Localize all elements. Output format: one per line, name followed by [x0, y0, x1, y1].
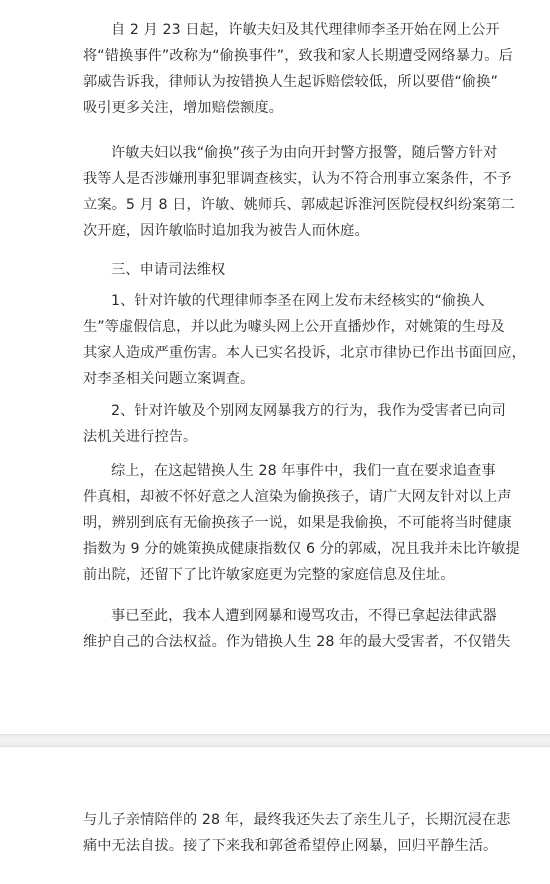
text-line: 对李圣相关问题立案调查。	[83, 371, 255, 387]
paragraph-lawyer-complaint	[83, 288, 526, 392]
text-line: 许敏夫妇以我“偷换”孩子为由向开封警方报警，随后警方针对	[111, 145, 498, 161]
paragraph-summary	[83, 458, 520, 588]
text-line: 郭威告诉我，律师认为按错换人生起诉赔偿较低，所以要借“偷换”	[83, 74, 498, 90]
text-line: 前出院，还留下了比许敏家庭更为完整的家庭信息及住址。	[83, 567, 455, 583]
text-line: 事已至此，我本人遭到网暴和谩骂攻击，不得已拿起法律武器	[111, 608, 497, 624]
text-line: 将“错换事件”改称为“偷换事件”，致我和家人长期遭受网络暴力。后	[83, 48, 513, 64]
text-line: 生”等虚假信息，并以此为噱头网上公开直播炒作，对姚策的生母及	[83, 319, 505, 335]
text-line: 1、针对许敏的代理律师李圣在网上发布未经核实的“偷换人	[111, 293, 485, 309]
paragraph-police-report	[83, 140, 516, 244]
paragraph-conclusion	[83, 807, 511, 859]
text-line: 次开庭，因许敏临时追加我为被告人而休庭。	[83, 223, 369, 239]
text-line: 与儿子亲情陪伴的 28 年，最终我还失去了亲生儿子，长期沉浸在悲	[83, 812, 511, 828]
text-line: 三、申请司法维权	[111, 262, 226, 278]
text-line: 法机关进行控告。	[83, 429, 198, 445]
text-line: 维护自己的合法权益。作为错换人生 28 年的最大受害者，不仅错失	[83, 634, 511, 650]
text-line: 综上，在这起错换人生 28 年事件中，我们一直在要求追查事	[111, 463, 496, 479]
section-heading-judicial-remedy	[83, 257, 483, 283]
text-line: 2、针对许敏及个别网友网暴我方的行为，我作为受害者已向司	[111, 403, 506, 419]
paragraph-legal-action	[83, 603, 511, 655]
document-page-2	[0, 746, 550, 884]
text-line: 痛中无法自拔。接了下来我和郭爸希望停止网暴，回归平静生活。	[83, 838, 498, 854]
text-line: 明，辨别到底有无偷换孩子一说，如果是我偷换，不可能将当时健康	[83, 515, 512, 531]
text-line: 其家人造成严重伤害。本人已实名投诉，北京市律协已作出书面回应，	[83, 345, 526, 361]
text-line: 指数为 9 分的姚策换成健康指数仅 6 分的郭威，况且我并未比许敏提	[83, 541, 520, 557]
text-line: 我等人是否涉嫌刑事犯罪调查核实，认为不符合刑事立案条件，不予	[83, 171, 512, 187]
paragraph-online-reclassification	[83, 17, 513, 121]
page-separator	[0, 735, 550, 746]
text-line: 自 2 月 23 日起，许敏夫妇及其代理律师李圣开始在网上公开	[111, 22, 500, 38]
text-line: 件真相，却被不怀好意之人渲染为偷换孩子，请广大网友针对以上声	[83, 489, 512, 505]
text-line: 立案。5 月 8 日，许敏、姚师兵、郭威起诉淮河医院侵权纠纷案第二	[83, 197, 516, 213]
paragraph-cyberbullying-complaint	[83, 398, 506, 450]
text-line: 吸引更多关注，增加赔偿额度。	[83, 100, 284, 116]
